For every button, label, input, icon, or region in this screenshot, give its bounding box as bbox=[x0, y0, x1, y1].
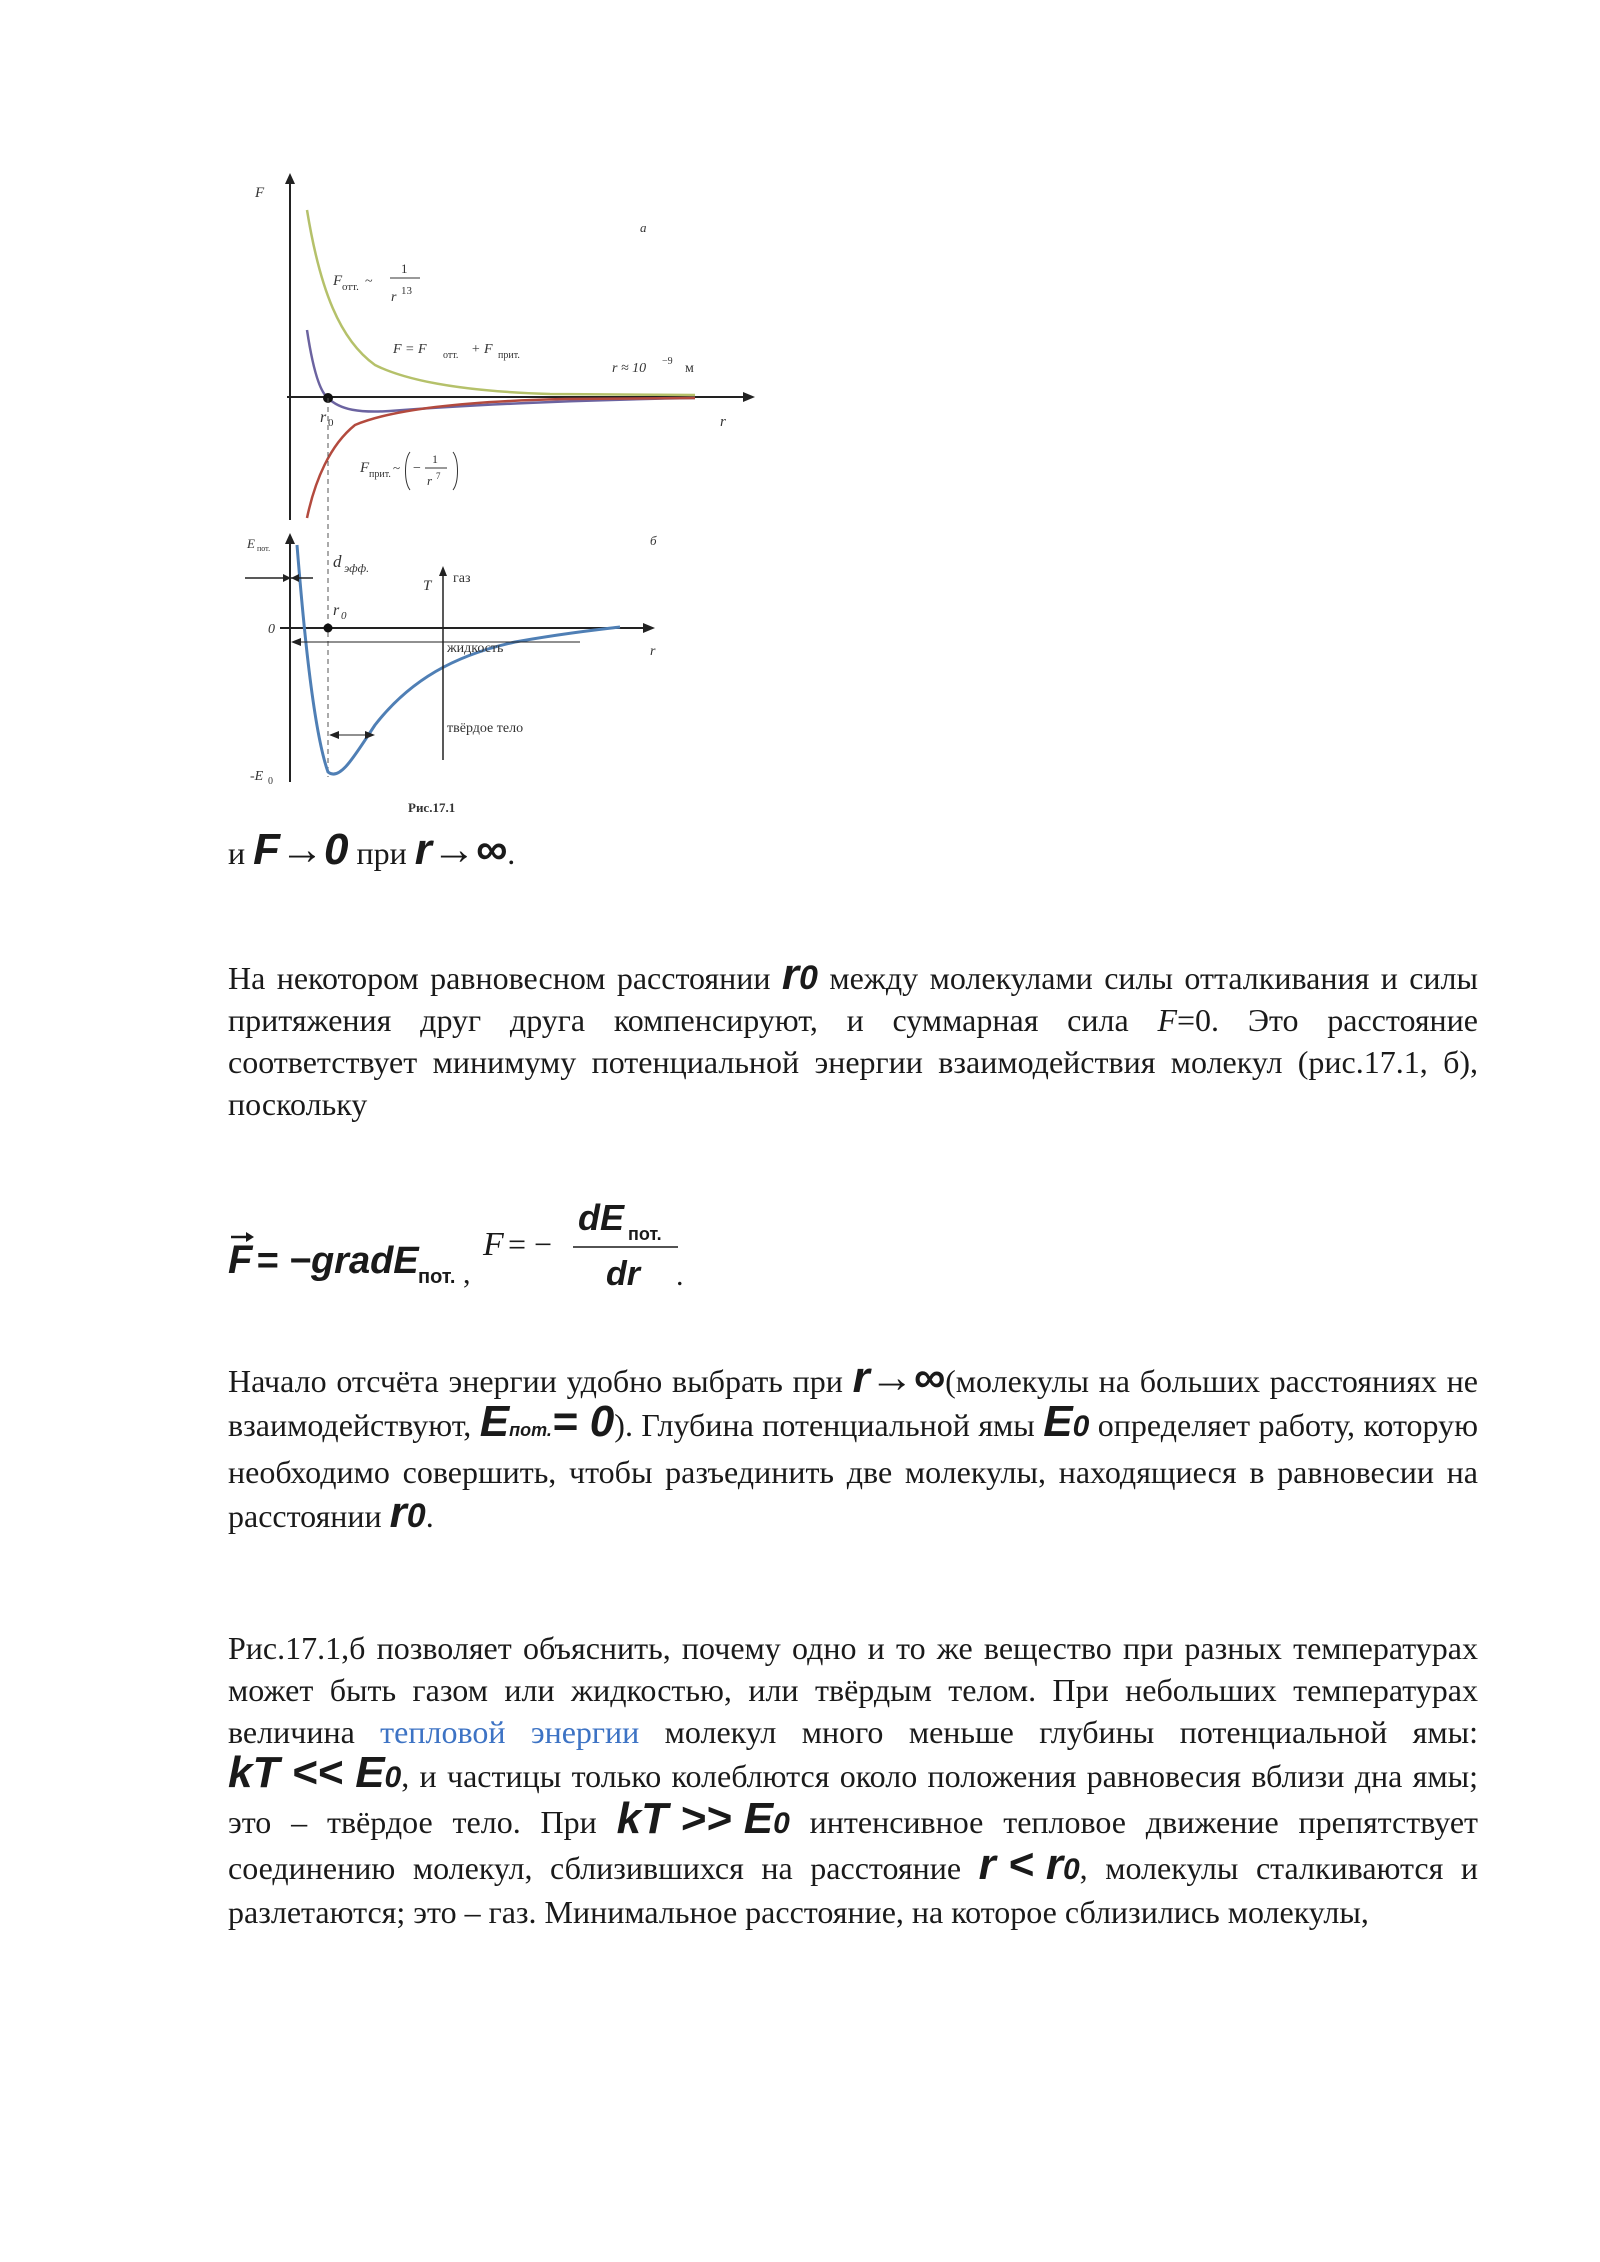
p2-text-c: ). Глубина потенциальной ямы bbox=[614, 1407, 1044, 1443]
limit-statement bbox=[228, 825, 1478, 874]
limit-zero: 0 bbox=[324, 825, 349, 874]
panel-a-r0-label: r bbox=[320, 409, 327, 426]
gradient-formula-svg bbox=[228, 1185, 928, 1295]
p2-E0-sub: 0 bbox=[1072, 1410, 1090, 1443]
formula-numerator-sub: пот. bbox=[628, 1224, 662, 1244]
panel-a-r0-sub: 0 bbox=[328, 417, 334, 429]
p2-text-e: . bbox=[425, 1498, 434, 1534]
attraction-paren-left bbox=[406, 452, 411, 490]
p2-r: r bbox=[852, 1353, 870, 1402]
attraction-paren-right bbox=[453, 452, 458, 490]
temperature-arrow-icon bbox=[439, 566, 447, 576]
limit-arrow-1: → bbox=[280, 825, 325, 874]
repulsion-sub: отт. bbox=[342, 281, 359, 293]
attraction-curve bbox=[307, 398, 695, 518]
deff-arrowhead-right-icon bbox=[291, 574, 299, 582]
temperature-label: T bbox=[423, 578, 432, 594]
potential-diagram bbox=[225, 170, 770, 820]
gas-label: газ bbox=[453, 571, 471, 586]
p2-text-d: определяет работу, которую необходимо совершить, чтобы разъединить две молекулы, находящиеся в равновесии на расстоянии bbox=[228, 1407, 1479, 1534]
liquid-label: жидкость bbox=[447, 641, 504, 656]
panel-b-r0-sub: 0 bbox=[341, 610, 347, 622]
sum-label: F = F bbox=[393, 342, 427, 357]
limit-infinity: ∞ bbox=[475, 825, 508, 874]
panel-a-y-label: F bbox=[255, 185, 265, 201]
panel-b-min-label: -E bbox=[250, 769, 264, 784]
p1-text-a: На некотором равновесном расстоянии bbox=[228, 960, 782, 996]
panel-a-x-label: r bbox=[720, 414, 726, 430]
p3-kT-less-sub: 0 bbox=[384, 1761, 402, 1794]
panel-b-x-arrow-icon bbox=[643, 623, 655, 633]
paragraph-1 bbox=[228, 950, 1479, 1125]
formula-eq2: = − bbox=[508, 1226, 553, 1262]
panel-b bbox=[245, 533, 657, 787]
figure-caption: Рис.17.1 bbox=[408, 800, 456, 815]
p2-r0: r bbox=[389, 1488, 407, 1537]
p3-r-less: r < r bbox=[978, 1840, 1063, 1889]
solid-label: твёрдое тело bbox=[447, 721, 524, 736]
limit-mid: при bbox=[348, 835, 415, 871]
limit-F: F bbox=[253, 825, 281, 874]
repulsion-denominator-exp: 13 bbox=[401, 285, 412, 297]
sum-plus: + F bbox=[471, 342, 493, 357]
formula-comma: , bbox=[463, 1257, 471, 1290]
range-unit: м bbox=[685, 361, 694, 376]
p2-E-eq: = 0 bbox=[551, 1397, 615, 1446]
p3-text-b: молекул много меньше глубины потенциальной ямы: bbox=[639, 1714, 1478, 1750]
attraction-minus: − bbox=[413, 461, 421, 476]
deff-label: d bbox=[333, 552, 342, 571]
panel-b-y-label: E bbox=[247, 536, 255, 551]
p2-arrow: → bbox=[869, 1353, 914, 1402]
p3-text-d: интенсивное тепловое движение препятствует соединению молекул, сблизившихся на расстояние bbox=[228, 1804, 1479, 1886]
p2-E: E bbox=[479, 1397, 510, 1446]
sum-sub-1: отт. bbox=[443, 350, 459, 361]
p1-text-b: между молекулами силы отталкивания и силы притяжения друг друга компенсируют, и суммарная сила bbox=[228, 960, 1478, 1038]
range-exp: −9 bbox=[662, 356, 673, 367]
attraction-numerator: 1 bbox=[432, 452, 438, 466]
limit-end: . bbox=[507, 835, 516, 871]
solid-arrowhead-left-icon bbox=[329, 731, 339, 739]
p3-text-c: , и частицы только колеблются около положения равновесия вблизи дна ямы; это – твёрдое тело. При bbox=[228, 1758, 1478, 1840]
p3-text-a: Рис.17.1,б позволяет объяснить, почему одно и то же вещество при разных температурах может быть газом или жидкостью, или твёрдым телом. При небольших температурах величина bbox=[228, 1630, 1478, 1750]
attraction-tilde: ~ bbox=[393, 460, 401, 475]
formula-grad: = −gradE bbox=[256, 1240, 419, 1282]
paragraph-3 bbox=[228, 1627, 1478, 1933]
p2-r0-sub: 0 bbox=[406, 1497, 426, 1535]
p1-text-c: =0. Это расстояние соответствует минимуму потенциальной энергии взаимодействия молекул (рис.17.1, б), поскольку bbox=[228, 1002, 1479, 1122]
p3-r-less-sub: 0 bbox=[1062, 1853, 1080, 1886]
formula-F2: F bbox=[483, 1226, 504, 1263]
repulsion-label: F bbox=[333, 273, 343, 289]
limit-pre: и bbox=[228, 835, 254, 871]
formula-dot: . bbox=[676, 1259, 684, 1292]
panel-b-r0-label: r bbox=[333, 602, 340, 619]
p2-text-b: (молекулы на больших расстояниях не взаимодействуют, bbox=[228, 1363, 1478, 1443]
repulsion-tilde: ~ bbox=[365, 274, 373, 289]
formula-numerator: dE bbox=[578, 1197, 625, 1238]
thermal-energy-link[interactable]: тепловой энергии bbox=[380, 1714, 640, 1750]
range-label: r ≈ 10 bbox=[612, 361, 647, 376]
attraction-denominator-exp: 7 bbox=[436, 471, 441, 481]
p2-infinity: ∞ bbox=[913, 1353, 946, 1402]
limit-r: r bbox=[414, 825, 432, 874]
formula-denominator: dr bbox=[606, 1255, 640, 1293]
deff-sub: эфф. bbox=[344, 561, 370, 575]
repulsion-denominator: r bbox=[391, 290, 397, 305]
p3-kT-less: kT << E bbox=[228, 1748, 385, 1797]
p3-kT-greater-sub: 0 bbox=[773, 1807, 790, 1840]
formula-grad-sub: пот. bbox=[418, 1266, 456, 1288]
repulsion-numerator: 1 bbox=[401, 261, 408, 276]
panel-b-y-sub: пот. bbox=[257, 544, 271, 553]
figure-17-1 bbox=[225, 170, 770, 820]
formula-F-vector: F bbox=[228, 1238, 253, 1282]
p2-text-a: Начало отсчёта энергии удобно выбрать при bbox=[228, 1363, 853, 1399]
p1-F: F bbox=[1157, 1002, 1177, 1038]
paragraph-2 bbox=[228, 1353, 1479, 1537]
panel-a-letter: а bbox=[640, 220, 647, 235]
liquid-arrowhead-icon bbox=[291, 638, 301, 646]
panel-a-x-arrow-icon bbox=[743, 392, 755, 402]
panel-b-zero-label: 0 bbox=[268, 622, 275, 637]
p1-r0: r bbox=[781, 950, 800, 999]
panel-a bbox=[254, 173, 755, 777]
p2-E-sub: пот. bbox=[509, 1420, 552, 1440]
panel-b-letter: б bbox=[650, 533, 657, 548]
limit-arrow-2: → bbox=[431, 825, 476, 874]
panel-b-r0-point bbox=[324, 624, 333, 633]
panel-b-x-label: r bbox=[650, 644, 656, 659]
attraction-denominator: r bbox=[427, 473, 433, 488]
p1-r0-sub: 0 bbox=[799, 959, 818, 997]
sum-sub-2: прит. bbox=[498, 350, 520, 361]
p3-text-e: , молекулы сталкиваются и разлетаются; это – газ. Минимальное расстояние, на которое сблизились молекулы, bbox=[228, 1850, 1479, 1930]
p2-E0: E bbox=[1043, 1397, 1073, 1446]
panel-b-min-sub: 0 bbox=[268, 776, 273, 787]
p3-kT-greater: kT >> E bbox=[616, 1794, 774, 1843]
panel-b-y-arrow-icon bbox=[285, 533, 295, 544]
gradient-formula bbox=[228, 1185, 928, 1295]
attraction-label: F bbox=[360, 460, 370, 476]
panel-a-y-arrow-icon bbox=[285, 173, 295, 184]
attraction-sub: прит. bbox=[369, 469, 391, 480]
